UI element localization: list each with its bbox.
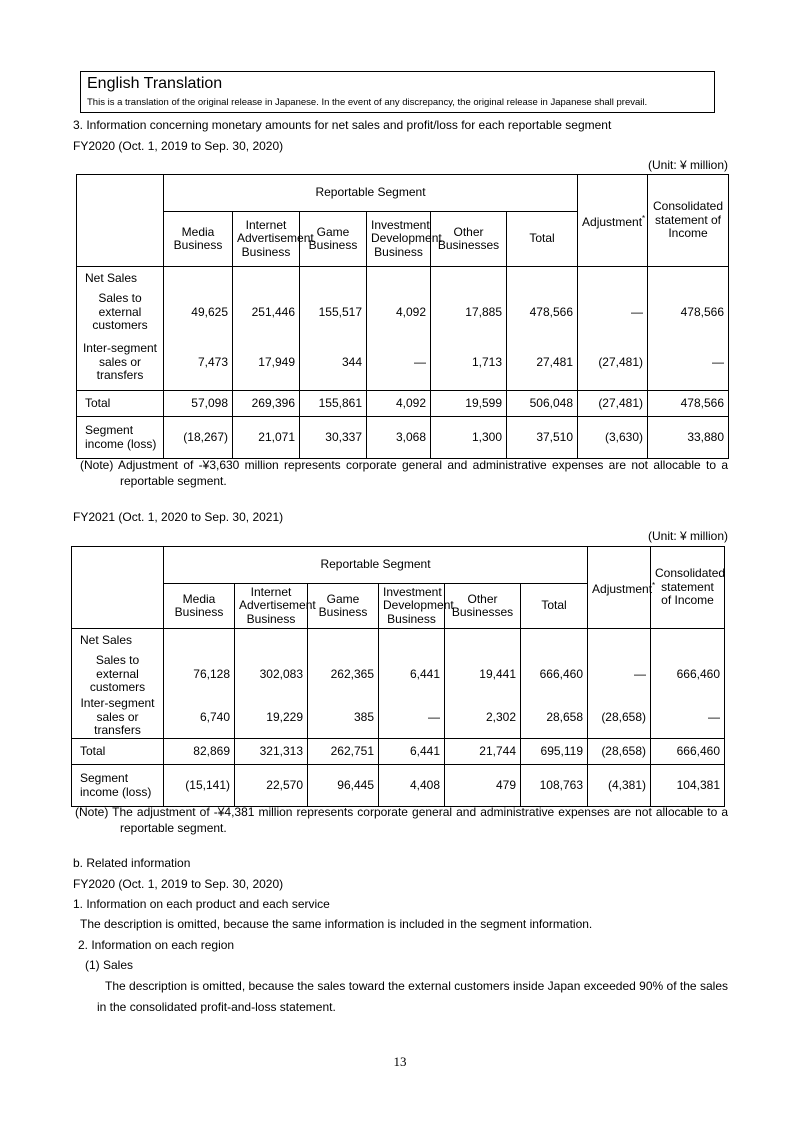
cell-internet: 321,313 [235, 739, 308, 765]
header-consolidated: Consolidated statement of Income [651, 547, 725, 629]
cell-total: 666,460 [521, 653, 588, 697]
header-media: Media Business [164, 212, 233, 267]
cell-media: 57,098 [164, 391, 233, 417]
header-adjustment [588, 547, 656, 629]
fy2021-period: FY2021 (Oct. 1, 2020 to Sep. 30, 2021) [73, 510, 284, 524]
row-label: Total [77, 391, 164, 417]
cell-adjustment: (28,658) [588, 697, 651, 739]
sales-heading: (1) Sales [85, 958, 134, 972]
cell-other: 21,744 [445, 739, 521, 765]
cell-consolidated: 666,460 [651, 653, 725, 697]
cell-adjustment: (27,481) [578, 391, 648, 417]
cell-internet: 22,570 [235, 765, 308, 807]
cell-internet: 17,949 [233, 335, 300, 391]
cell-total: 506,048 [507, 391, 578, 417]
translation-banner [80, 71, 715, 113]
header-total: Total [521, 584, 588, 629]
cell-other: 19,599 [431, 391, 507, 417]
cell-internet: 302,083 [235, 653, 308, 697]
cell-media: 7,473 [164, 335, 233, 391]
cell-game: 344 [300, 335, 367, 391]
row-label: Sales to external customers [77, 291, 164, 335]
cell-internet: 251,446 [233, 291, 300, 335]
cell-total: 28,658 [521, 697, 588, 739]
cell-other: 2,302 [445, 697, 521, 739]
cell-game: 96,445 [308, 765, 379, 807]
table-row [72, 653, 725, 697]
header-adjustment [578, 175, 648, 267]
fy2021-segment-table [71, 546, 725, 807]
row-label: Total [72, 739, 164, 765]
cell-investment: 6,441 [379, 653, 445, 697]
cell-adjustment: (3,630) [578, 417, 648, 459]
table-row [72, 739, 725, 765]
net-sales-label: Net Sales [77, 267, 164, 291]
cell-game: 262,751 [308, 739, 379, 765]
cell-consolidated: 104,381 [651, 765, 725, 807]
header-reportable-segment: Reportable Segment [164, 547, 588, 584]
header-other: Other Businesses [445, 584, 521, 629]
table-row [77, 391, 729, 417]
cell-game: 262,365 [308, 653, 379, 697]
cell-media: 82,869 [164, 739, 235, 765]
cell-other: 17,885 [431, 291, 507, 335]
cell-investment: 4,408 [379, 765, 445, 807]
cell-consolidated: 33,880 [648, 417, 729, 459]
cell-investment: 6,441 [379, 739, 445, 765]
cell-media: 6,740 [164, 697, 235, 739]
row-label: Sales to external customers [72, 653, 164, 697]
cell-investment: 4,092 [367, 391, 431, 417]
cell-adjustment: (27,481) [578, 335, 648, 391]
cell-investment: 4,092 [367, 291, 431, 335]
fy2020-segment-table [76, 174, 729, 459]
cell-investment: — [367, 335, 431, 391]
fy2020-unit: (Unit: ¥ million) [647, 158, 728, 172]
cell-consolidated: 478,566 [648, 391, 729, 417]
net-sales-label: Net Sales [72, 629, 164, 653]
cell-game: 155,517 [300, 291, 367, 335]
header-media: Media Business [164, 584, 235, 629]
sales-text: The description is omitted, because the sales toward the external customers inside Japan exceeded 90% of the sales in the consolidated profit-and-loss statement. [97, 979, 728, 1014]
cell-total: 695,119 [521, 739, 588, 765]
header-adjustment-label: Adjustment [592, 581, 653, 596]
related-item-1-text: The description is omitted, because the same information is included in the segment information. [80, 917, 593, 931]
banner-title: English Translation [87, 75, 223, 92]
cell-total: 37,510 [507, 417, 578, 459]
row-label: Inter-segment sales or transfers [77, 335, 164, 391]
header-consolidated: Consolidated statement of Income [648, 175, 729, 267]
cell-total: 108,763 [521, 765, 588, 807]
table-row [72, 765, 725, 807]
header-adjustment-mark: * [652, 580, 656, 590]
table-row [77, 335, 729, 391]
header-blank [77, 175, 164, 267]
cell-investment: 3,068 [367, 417, 431, 459]
cell-game: 30,337 [300, 417, 367, 459]
related-heading: b. Related information [73, 856, 191, 870]
cell-consolidated: 478,566 [648, 291, 729, 335]
banner-subtitle: This is a translation of the original release in Japanese. In the event of any discrepancy, the original release in Japanese shall prevail. [87, 97, 648, 108]
row-label: Segment income (loss) [77, 417, 164, 459]
fy2021-note: (Note) The adjustment of -¥4,381 million represents corporate general and administrative expenses are not allocable to a reportable segment. [75, 805, 728, 835]
cell-internet: 269,396 [233, 391, 300, 417]
cell-other: 1,300 [431, 417, 507, 459]
page-number: 13 [393, 1054, 407, 1069]
cell-adjustment: — [578, 291, 648, 335]
cell-other: 1,713 [431, 335, 507, 391]
cell-adjustment: — [588, 653, 651, 697]
cell-media: 49,625 [164, 291, 233, 335]
cell-consolidated: — [651, 697, 725, 739]
header-internet: Internet Advertisement Business [235, 584, 308, 629]
header-other: Other Businesses [431, 212, 507, 267]
related-period: FY2020 (Oct. 1, 2019 to Sep. 30, 2020) [73, 877, 284, 891]
cell-internet: 19,229 [235, 697, 308, 739]
cell-adjustment: (4,381) [588, 765, 651, 807]
header-adjustment-label: Adjustment [582, 214, 643, 229]
table-row [72, 697, 725, 739]
header-blank [72, 547, 164, 629]
cell-other: 479 [445, 765, 521, 807]
header-investment: Investment Development Business [367, 212, 431, 267]
table-row [77, 291, 729, 335]
header-game: Game Business [308, 584, 379, 629]
cell-consolidated: — [648, 335, 729, 391]
header-reportable-segment: Reportable Segment [164, 175, 578, 212]
cell-media: (18,267) [164, 417, 233, 459]
fy2020-note: (Note) Adjustment of -¥3,630 million represents corporate general and administrative expenses are not allocable to a reportable segment. [80, 458, 728, 488]
cell-investment: — [379, 697, 445, 739]
cell-internet: 21,071 [233, 417, 300, 459]
cell-media: (15,141) [164, 765, 235, 807]
fy2020-period: FY2020 (Oct. 1, 2019 to Sep. 30, 2020) [73, 139, 284, 153]
cell-media: 76,128 [164, 653, 235, 697]
table-row [77, 417, 729, 459]
cell-other: 19,441 [445, 653, 521, 697]
header-total: Total [507, 212, 578, 267]
header-game: Game Business [300, 212, 367, 267]
header-adjustment-mark: * [642, 213, 646, 223]
cell-game: 155,861 [300, 391, 367, 417]
header-investment: Investment Development Business [379, 584, 445, 629]
section-heading: 3. Information concerning monetary amounts for net sales and profit/loss for each reportable segment [73, 118, 612, 132]
cell-consolidated: 666,460 [651, 739, 725, 765]
fy2021-unit: (Unit: ¥ million) [647, 529, 728, 543]
related-item-1: 1. Information on each product and each service [73, 897, 330, 911]
row-label: Segment income (loss) [72, 765, 164, 807]
cell-total: 478,566 [507, 291, 578, 335]
cell-game: 385 [308, 697, 379, 739]
cell-adjustment: (28,658) [588, 739, 651, 765]
header-internet: Internet Advertisement Business [233, 212, 300, 267]
cell-total: 27,481 [507, 335, 578, 391]
row-label: Inter-segment sales or transfers [72, 697, 164, 739]
related-item-2: 2. Information on each region [78, 938, 235, 952]
